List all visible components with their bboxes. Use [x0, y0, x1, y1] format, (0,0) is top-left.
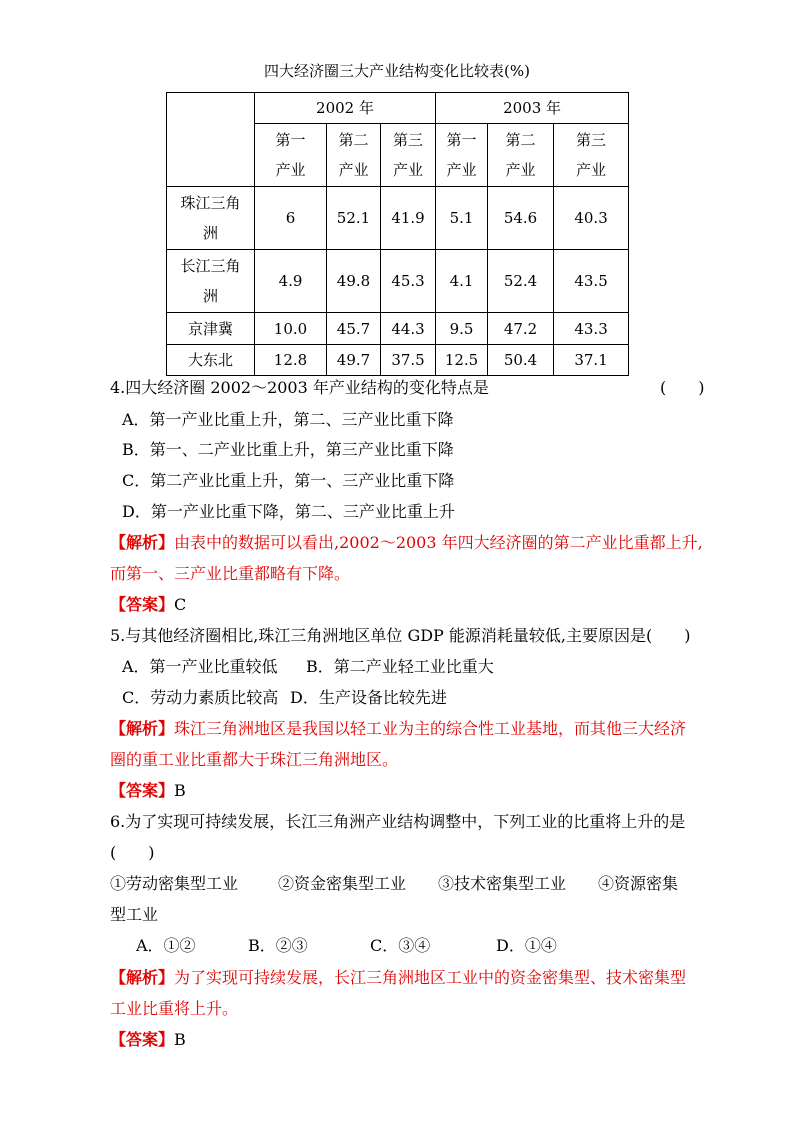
- table-row: [167, 345, 629, 376]
- analysis-label: 【解析】: [110, 533, 175, 552]
- region-cell: 大东北: [167, 345, 255, 376]
- value-cell: 45.3: [381, 250, 436, 313]
- sector-header: 第三 产业: [554, 124, 629, 187]
- q4-analysis-line: 【解析】由表中的数据可以看出,2002～2003 年四大经济圈的第二产业比重都上升,: [110, 533, 703, 552]
- q5-answer: 【答案】B: [110, 781, 186, 800]
- q5-stem: 5.与其他经济圈相比,珠江三角洲地区单位 GDP 能源消耗量较低,主要原因是( ): [110, 626, 691, 645]
- value-cell: 37.5: [381, 345, 436, 376]
- value-cell: 44.3: [381, 313, 436, 345]
- region-cell: 长江三角 洲: [167, 250, 255, 313]
- q4-answer: 【答案】C: [110, 595, 187, 614]
- q4-analysis-line: 而第一、三产业比重都略有下降。: [110, 564, 351, 583]
- value-cell: 4.1: [436, 250, 488, 313]
- corner-cell: [167, 93, 255, 187]
- region-cell: 珠江三角 洲: [167, 187, 255, 250]
- table-caption: 四大经济圈三大产业结构变化比较表(%): [264, 62, 530, 80]
- q6-item-4: ④资源密集: [598, 874, 679, 893]
- q5-option-c: C．劳动力素质比较高: [122, 688, 279, 707]
- q5-analysis-line: 圈的重工业比重都大于珠江三角洲地区。: [110, 750, 399, 769]
- q6-item-4-cont: 型工业: [110, 905, 159, 924]
- q4-option-b: B．第一、二产业比重上升，第三产业比重下降: [122, 440, 454, 459]
- value-cell: 4.9: [255, 250, 327, 313]
- q4-option-c: C．第二产业比重上升，第一、三产业比重下降: [122, 471, 455, 490]
- value-cell: 49.7: [327, 345, 381, 376]
- value-cell: 47.2: [488, 313, 554, 345]
- year-header: 2002 年: [255, 93, 436, 124]
- value-cell: 37.1: [554, 345, 629, 376]
- sector-header: 第二 产业: [327, 124, 381, 187]
- q6-answer-blank: ( ): [110, 843, 155, 862]
- q5-option-d: D．生产设备比较先进: [290, 688, 447, 707]
- q6-option-d: D．①④: [496, 936, 557, 955]
- q6-item-1: ①劳动密集型工业: [110, 874, 239, 893]
- value-cell: 12.8: [255, 345, 327, 376]
- q6-answer: 【答案】B: [110, 1030, 186, 1049]
- value-cell: 43.3: [554, 313, 629, 345]
- answer-label: 【答案】: [110, 1030, 175, 1049]
- value-cell: 50.4: [488, 345, 554, 376]
- q4-answer-blank: ( ): [660, 378, 705, 397]
- analysis-label: 【解析】: [110, 719, 175, 738]
- value-cell: 52.1: [327, 187, 381, 250]
- industry-structure-table: [166, 92, 629, 376]
- region-cell: 京津冀: [167, 313, 255, 345]
- q6-option-c: C．③④: [370, 936, 431, 955]
- analysis-label: 【解析】: [110, 968, 175, 987]
- q4-stem: 4.四大经济圈 2002～2003 年产业结构的变化特点是: [110, 378, 489, 397]
- q5-option-a: A．第一产业比重较低: [122, 657, 278, 676]
- answer-label: 【答案】: [110, 781, 175, 800]
- value-cell: 52.4: [488, 250, 554, 313]
- q6-item-2: ②资金密集型工业: [278, 874, 407, 893]
- q6-stem: 6.为了实现可持续发展，长江三角洲产业结构调整中，下列工业的比重将上升的是: [110, 812, 686, 831]
- value-cell: 49.8: [327, 250, 381, 313]
- value-cell: 6: [255, 187, 327, 250]
- q6-analysis-line: 工业比重将上升。: [110, 999, 239, 1018]
- value-cell: 45.7: [327, 313, 381, 345]
- q4-option-d: D．第一产业比重下降，第二、三产业比重上升: [122, 502, 455, 521]
- value-cell: 40.3: [554, 187, 629, 250]
- sector-header: 第一 产业: [436, 124, 488, 187]
- value-cell: 12.5: [436, 345, 488, 376]
- value-cell: 5.1: [436, 187, 488, 250]
- q6-item-3: ③技术密集型工业: [438, 874, 567, 893]
- table-row: [167, 313, 629, 345]
- value-cell: 43.5: [554, 250, 629, 313]
- q5-analysis-line: 【解析】珠江三角洲地区是我国以轻工业为主的综合性工业基地，而其他三大经济: [110, 719, 687, 738]
- q6-option-b: B．②③: [248, 936, 308, 955]
- q4-option-a: A．第一产业比重上升，第二、三产业比重下降: [122, 410, 454, 429]
- q6-option-a: A．①②: [136, 936, 196, 955]
- sector-header: 第三 产业: [381, 124, 436, 187]
- value-cell: 9.5: [436, 313, 488, 345]
- table-row: [167, 187, 629, 250]
- value-cell: 41.9: [381, 187, 436, 250]
- answer-label: 【答案】: [110, 595, 175, 614]
- table-row: [167, 250, 629, 313]
- value-cell: 10.0: [255, 313, 327, 345]
- year-header: 2003 年: [436, 93, 629, 124]
- value-cell: 54.6: [488, 187, 554, 250]
- sector-header: 第一 产业: [255, 124, 327, 187]
- sector-header: 第二 产业: [488, 124, 554, 187]
- q5-option-b: B．第二产业轻工业比重大: [306, 657, 494, 676]
- q6-analysis-line: 【解析】为了实现可持续发展，长江三角洲地区工业中的资金密集型、技术密集型: [110, 968, 687, 987]
